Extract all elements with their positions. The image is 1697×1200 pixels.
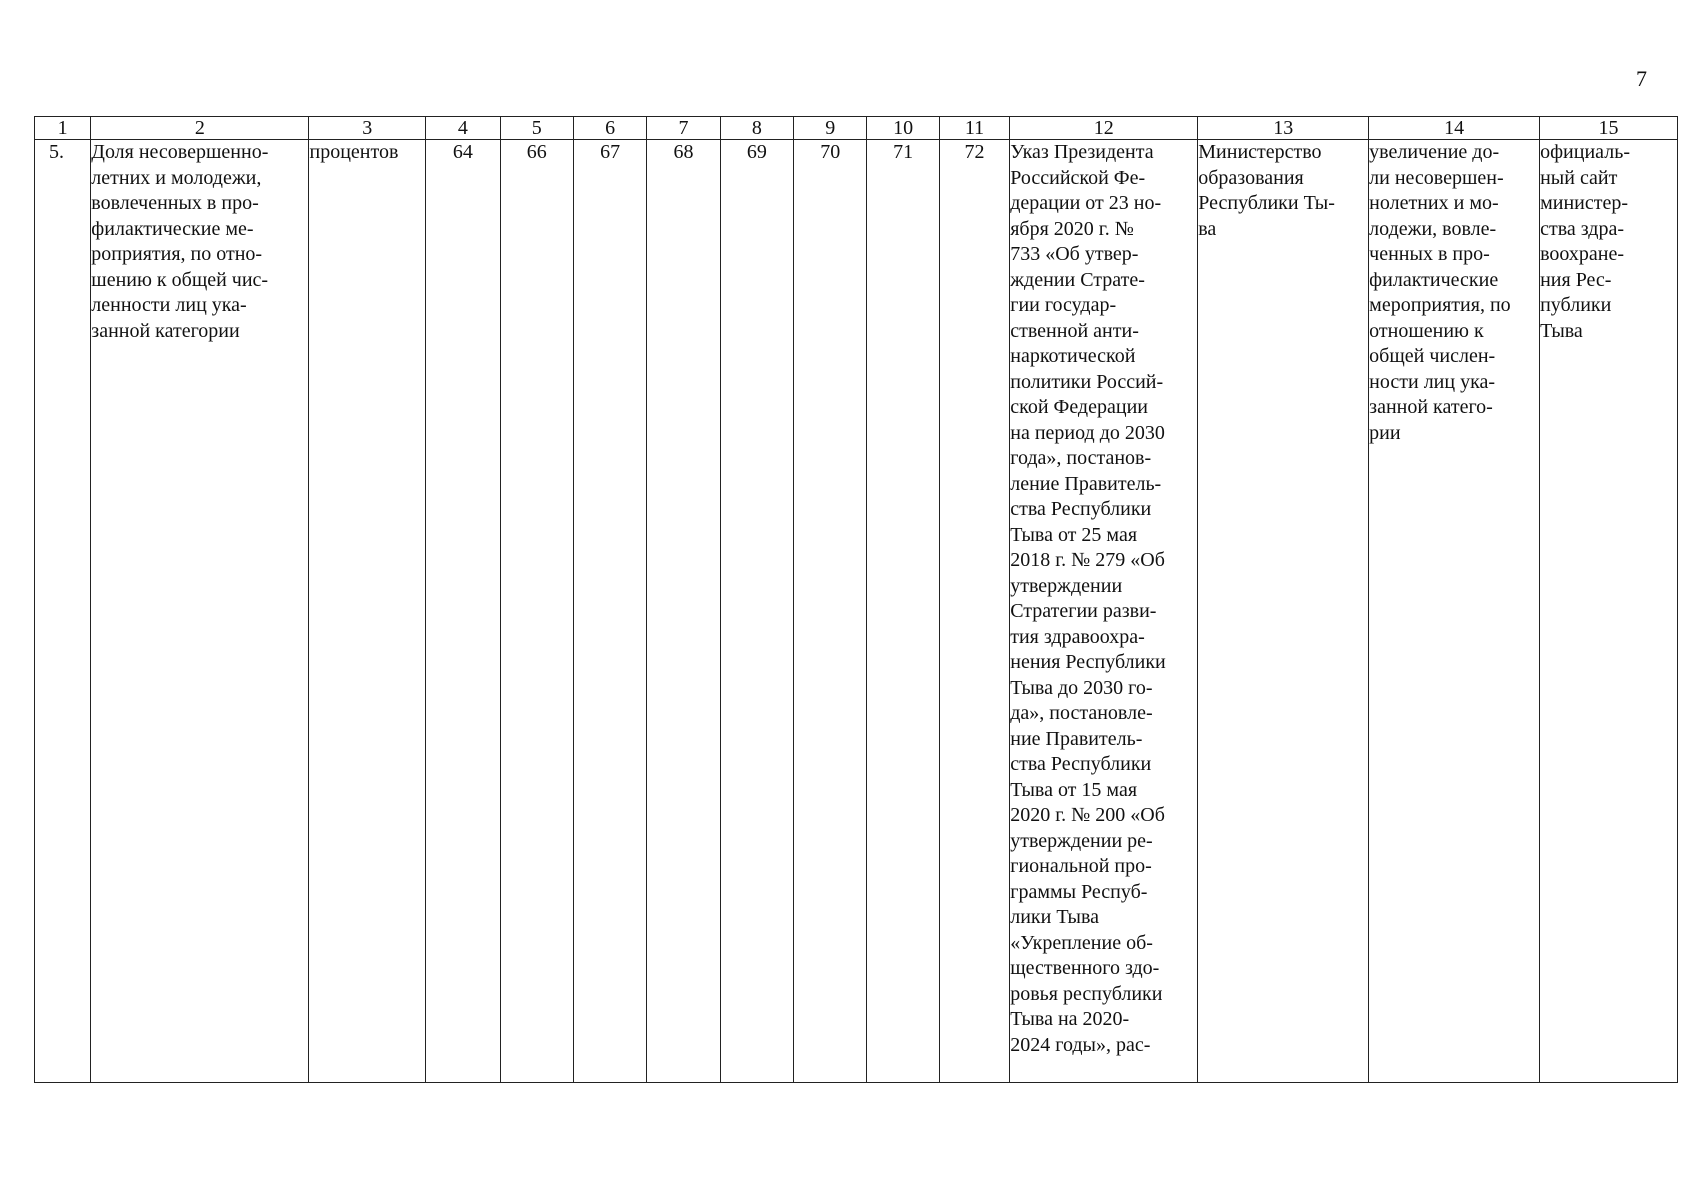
value-cell: 64 bbox=[426, 140, 500, 1083]
column-header-1: 1 bbox=[35, 117, 91, 140]
legal-basis-cell bbox=[1010, 140, 1198, 1083]
text-line: утверждении ре- bbox=[1010, 829, 1153, 852]
text-line: дерации от 23 но- bbox=[1010, 192, 1162, 214]
value-cell: 69 bbox=[720, 140, 793, 1083]
responsible-executor-cell bbox=[1198, 140, 1369, 1083]
page-number: 7 bbox=[1636, 66, 1647, 91]
text-line: ва bbox=[1198, 217, 1217, 240]
text-line: отношению к bbox=[1369, 319, 1484, 342]
text-line: 2020 г. № 200 «Об bbox=[1010, 804, 1165, 826]
text-line: тия здравоохра- bbox=[1010, 625, 1145, 648]
text-line: политики Россий- bbox=[1010, 370, 1164, 393]
text-line: 2024 годы», рас- bbox=[1010, 1033, 1151, 1056]
text-line: «Укрепление об- bbox=[1010, 931, 1153, 954]
text-line: года», постанов- bbox=[1010, 447, 1152, 469]
text-line: Российской Фе- bbox=[1010, 166, 1146, 189]
text-line: ленности лиц ука- bbox=[91, 294, 247, 316]
text-line: Доля несовершенно- bbox=[91, 141, 269, 163]
text-line: на период до 2030 bbox=[1010, 421, 1165, 444]
text-line: ный сайт bbox=[1540, 166, 1618, 189]
text-line: 2018 г. № 279 «Об bbox=[1010, 549, 1165, 571]
unit-cell: процентов bbox=[309, 140, 426, 1083]
value-cell: 71 bbox=[867, 140, 939, 1083]
text-line: ности лиц ука- bbox=[1369, 370, 1496, 393]
text-line: лодежи, вовле- bbox=[1369, 217, 1497, 240]
data-source-cell bbox=[1540, 140, 1678, 1083]
text-line: Тыва на 2020- bbox=[1010, 1008, 1130, 1030]
value-cell: 66 bbox=[500, 140, 573, 1083]
text-line: общей числен- bbox=[1369, 345, 1496, 367]
text-line: Тыва до 2030 го- bbox=[1010, 676, 1153, 699]
value-cell: 70 bbox=[794, 140, 867, 1083]
text-line: министер- bbox=[1540, 192, 1629, 214]
text-line: ства Республики bbox=[1010, 753, 1152, 775]
expected-result-cell bbox=[1369, 140, 1540, 1083]
column-header-10: 10 bbox=[867, 117, 939, 140]
text-line: ства здра- bbox=[1540, 217, 1625, 240]
text-line: вовлеченных в про- bbox=[91, 192, 259, 214]
text-line: лики Тыва bbox=[1010, 906, 1100, 928]
text-line: гии государ- bbox=[1010, 294, 1117, 316]
text-line: да», постановле- bbox=[1010, 702, 1153, 724]
column-header-8: 8 bbox=[720, 117, 793, 140]
row-number: 5. bbox=[35, 140, 91, 1083]
text-line: шению к общей чис- bbox=[91, 268, 269, 291]
text-line: Министерство bbox=[1198, 141, 1322, 163]
indicators-table bbox=[34, 116, 1678, 1083]
text-line: ской Федерации bbox=[1010, 396, 1148, 418]
text-line: занной категории bbox=[91, 319, 240, 342]
text-line: ние Правитель- bbox=[1010, 727, 1143, 750]
text-line: Республики Ты- bbox=[1198, 192, 1335, 214]
text-line: публики bbox=[1540, 294, 1612, 316]
text-line: ждении Страте- bbox=[1010, 268, 1145, 291]
text-line: ление Правитель- bbox=[1010, 472, 1162, 495]
text-line: Стратегии разви- bbox=[1010, 600, 1157, 622]
text-line: ственной анти- bbox=[1010, 319, 1139, 342]
text-line: ября 2020 г. № bbox=[1010, 217, 1134, 240]
text-line: филактические ме- bbox=[91, 217, 254, 240]
text-line: ровья республики bbox=[1010, 982, 1163, 1005]
text-line: ния Рес- bbox=[1540, 268, 1612, 291]
column-header-5: 5 bbox=[500, 117, 573, 140]
text-line: рии bbox=[1369, 421, 1401, 444]
table-row bbox=[35, 140, 1678, 1083]
text-line: Указ Президента bbox=[1010, 141, 1154, 163]
indicator-name-cell bbox=[91, 140, 309, 1083]
text-line: гиональной про- bbox=[1010, 855, 1152, 877]
text-line: воохране- bbox=[1540, 243, 1625, 265]
text-line: 733 «Об утвер- bbox=[1010, 243, 1139, 265]
value-cell: 72 bbox=[939, 140, 1009, 1083]
text-line: летних и молодежи, bbox=[91, 166, 262, 189]
text-line: щественного здо- bbox=[1010, 957, 1160, 979]
text-line: наркотической bbox=[1010, 345, 1136, 367]
text-line: мероприятия, по bbox=[1369, 294, 1511, 316]
text-line: Тыва от 15 мая bbox=[1010, 778, 1138, 801]
text-line: Тыва bbox=[1540, 319, 1583, 342]
text-line: филактические bbox=[1369, 268, 1499, 291]
column-header-11: 11 bbox=[939, 117, 1009, 140]
value-cell: 67 bbox=[573, 140, 646, 1083]
text-line: увеличение до- bbox=[1369, 141, 1500, 163]
column-number-row bbox=[35, 117, 1678, 140]
column-header-3: 3 bbox=[309, 117, 426, 140]
column-header-7: 7 bbox=[647, 117, 720, 140]
text-line: ченных в про- bbox=[1369, 243, 1490, 265]
text-line: нолетних и мо- bbox=[1369, 192, 1499, 214]
text-line: занной катего- bbox=[1369, 396, 1493, 418]
text-line: ли несовершен- bbox=[1369, 166, 1504, 189]
text-line: ства Республики bbox=[1010, 498, 1152, 520]
column-header-4: 4 bbox=[426, 117, 500, 140]
text-line: Тыва от 25 мая bbox=[1010, 523, 1138, 546]
column-header-13: 13 bbox=[1198, 117, 1369, 140]
text-line: роприятия, по отно- bbox=[91, 243, 263, 265]
text-line: утверждении bbox=[1010, 574, 1123, 597]
value-cell: 68 bbox=[647, 140, 720, 1083]
text-line: образования bbox=[1198, 166, 1304, 189]
text-line: граммы Респуб- bbox=[1010, 880, 1148, 903]
column-header-6: 6 bbox=[573, 117, 646, 140]
column-header-9: 9 bbox=[794, 117, 867, 140]
column-header-2: 2 bbox=[91, 117, 309, 140]
column-header-14: 14 bbox=[1369, 117, 1540, 140]
column-header-12: 12 bbox=[1010, 117, 1198, 140]
column-header-15: 15 bbox=[1540, 117, 1678, 140]
text-line: официаль- bbox=[1540, 141, 1630, 163]
text-line: нения Республики bbox=[1010, 651, 1166, 673]
